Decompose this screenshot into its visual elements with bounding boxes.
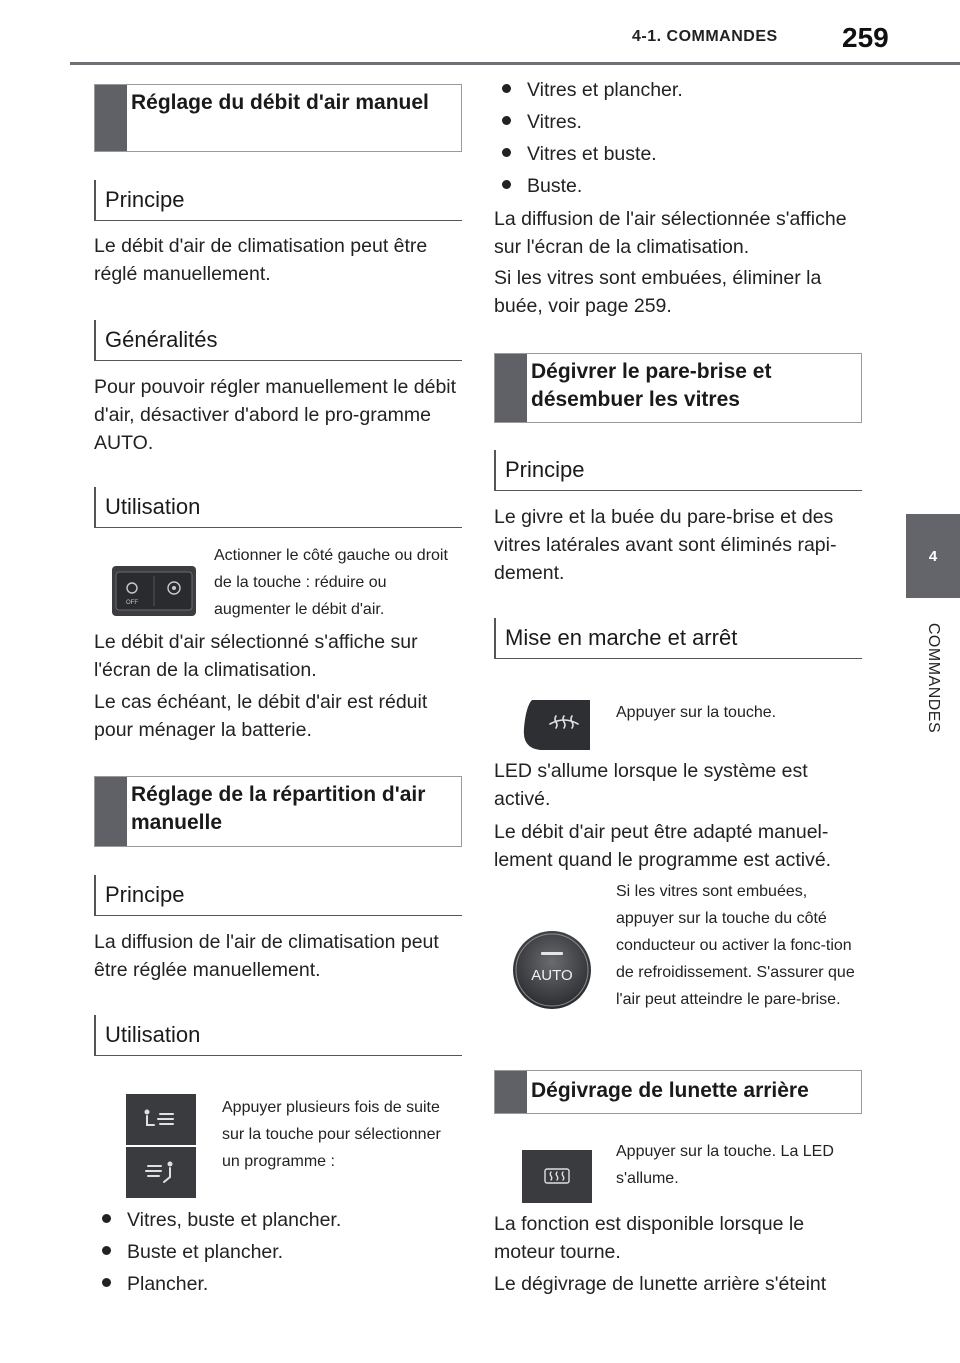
bullet-item: Plancher. <box>102 1272 208 1296</box>
subheading-on-off: Mise en marche et arrêt <box>494 618 862 659</box>
air-distribution-button-image <box>126 1094 196 1198</box>
paragraph: Le débit d'air peut être adapté manuel-lement quand le programme est activé. <box>494 821 832 871</box>
image-caption: Actionner le côté gauche ou droit de la touche : réduire ou augmenter le débit d'air. <box>214 547 448 618</box>
subheading-principle: Principe <box>494 450 862 491</box>
image-caption: Appuyer sur la touche. <box>616 704 777 721</box>
paragraph: Le dégivrage de lunette arrière s'éteint <box>494 1273 827 1295</box>
paragraph: Le débit d'air de climatisation peut être réglé manuellement. <box>94 235 428 285</box>
paragraph: Si les vitres sont embuées, éliminer la buée, voir page 259. <box>494 267 822 317</box>
paragraph: La diffusion de l'air sélectionnée s'affiche sur l'écran de la climatisation. <box>494 208 847 258</box>
page-number: 259 <box>842 22 889 53</box>
bullet-item: Buste et plancher. <box>102 1240 283 1264</box>
bullet-item: Vitres et buste. <box>502 142 657 166</box>
fan-button-icon <box>112 566 196 616</box>
rear-window-defrost-icon <box>522 1150 592 1203</box>
auto-knob-icon <box>512 930 592 1010</box>
subheading-usage: Utilisation <box>94 1015 462 1056</box>
bullet-item: Buste. <box>502 174 582 198</box>
windshield-defrost-icon <box>520 700 590 750</box>
image-caption: Appuyer sur la touche. La LED s'allume. <box>616 1143 834 1187</box>
heading-manual-distribution: Réglage de la répartition d'air manuelle <box>94 776 462 847</box>
page-header <box>0 0 960 66</box>
bullet-item: Vitres, buste et plancher. <box>102 1208 341 1232</box>
bullet-item: Vitres et plancher. <box>502 78 683 102</box>
subheading-usage: Utilisation <box>94 487 462 528</box>
heading-defrost: Dégivrer le pare-brise et désembuer les vitres <box>494 353 862 423</box>
paragraph: Le débit d'air sélectionné s'affiche sur l'écran de la climatisation. <box>94 631 418 681</box>
paragraph: Pour pouvoir régler manuellement le débit d'air, désactiver d'abord le pro-gramme AUTO. <box>94 376 457 454</box>
heading-rear-defrost: Dégivrage de lunette arrière <box>494 1070 862 1114</box>
auto-button-image <box>512 930 592 1010</box>
paragraph: LED s'allume lorsque le système est activé. <box>494 760 808 810</box>
header-rule <box>70 62 960 65</box>
image-caption: Appuyer plusieurs fois de suite sur la touche pour sélectionner un programme : <box>222 1099 441 1170</box>
image-caption: Si les vitres sont embuées, appuyer sur la touche du côté conducteur ou activer la fonc-tion de refroidissement. S'assurer que l'air peut atteindre le pare-brise. <box>616 883 855 1008</box>
auto-label: AUTO <box>531 967 573 984</box>
paragraph: La diffusion de l'air de climatisation peut être réglée manuellement. <box>94 931 439 981</box>
heading-manual-airflow: Réglage du débit d'air manuel <box>94 84 462 152</box>
air-distribution-icon <box>126 1094 196 1198</box>
off-label: OFF <box>126 600 138 606</box>
paragraph: Le givre et la buée du pare-brise et des vitres latérales avant sont éliminés rapi-dement. <box>494 506 837 584</box>
windshield-defrost-button-image <box>520 700 590 750</box>
subheading-principle: Principe <box>94 875 462 916</box>
chapter-tab <box>906 514 960 598</box>
rear-defrost-button-image <box>522 1150 592 1203</box>
fan-speed-button-image <box>112 566 196 616</box>
bullet-item: Vitres. <box>502 110 582 134</box>
paragraph: Le cas échéant, le débit d'air est réduit pour ménager la batterie. <box>94 691 428 741</box>
chapter-number: 4 <box>928 548 938 565</box>
chapter-label: COMMANDES <box>925 622 942 734</box>
subheading-general: Généralités <box>94 320 462 361</box>
section-title: 4-1. COMMANDES <box>632 28 778 45</box>
subheading-principle: Principe <box>94 180 462 221</box>
paragraph: La fonction est disponible lorsque le moteur tourne. <box>494 1213 805 1263</box>
